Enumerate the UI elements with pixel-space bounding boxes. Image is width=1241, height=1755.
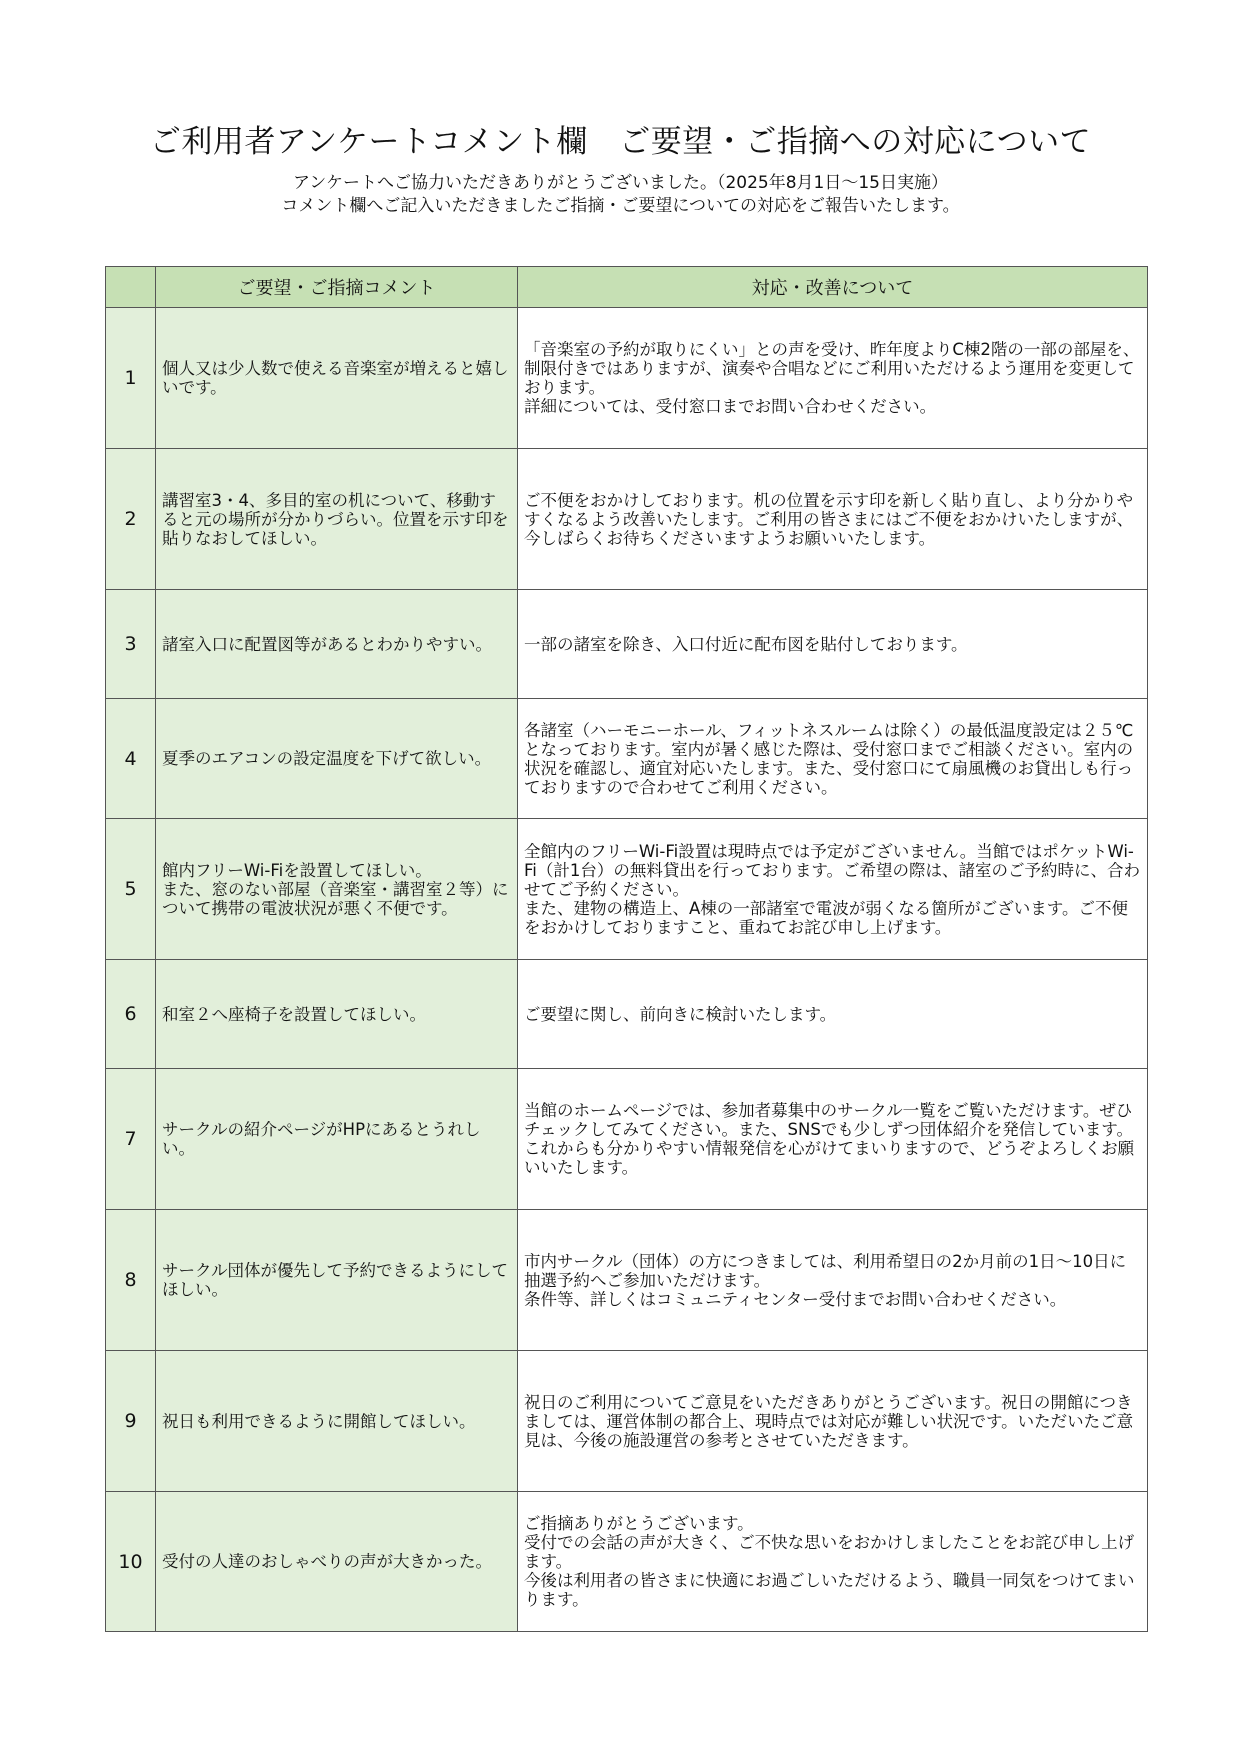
comment-cell: 受付の人達のおしゃべりの声が大きかった。	[156, 1492, 518, 1632]
comment-cell: サークル団体が優先して予約できるようにしてほしい。	[156, 1210, 518, 1351]
comment-cell: 和室２へ座椅子を設置してほしい。	[156, 960, 518, 1069]
comment-cell: 個人又は少人数で使える音楽室が増えると嬉しいです。	[156, 308, 518, 449]
response-cell: 市内サークル（団体）の方につきましては、利用希望日の2か月前の1日～10日に抽選予約へご参加いただけます。 条件等、詳しくはコミュニティセンター受付までお問い合わせください。	[518, 1210, 1148, 1351]
response-cell: 祝日のご利用についてご意見をいただきありがとうございます。祝日の開館につきましては、運営体制の都合上、現時点では対応が難しい状況です。いただいたご意見は、今後の施設運営の参考とさせていただきます。	[518, 1351, 1148, 1492]
response-cell: ご不便をおかけしております。机の位置を示す印を新しく貼り直し、より分かりやすくなるよう改善いたします。ご利用の皆さまにはご不便をおかけいたしますが、今しばらくお待ちくださいますようお願いいたします。	[518, 449, 1148, 590]
row-number: 9	[106, 1351, 156, 1492]
row-number: 2	[106, 449, 156, 590]
response-cell: ご要望に関し、前向きに検討いたします。	[518, 960, 1148, 1069]
feedback-table	[105, 266, 1148, 1632]
comment-cell: 講習室3・4、多目的室の机について、移動すると元の場所が分かりづらい。位置を示す印を貼りなおしてほしい。	[156, 449, 518, 590]
header-no	[106, 267, 156, 308]
comment-cell: 館内フリーWi-Fiを設置してほしい。 また、窓のない部屋（音楽室・講習室２等）について携帯の電波状況が悪く不便です。	[156, 819, 518, 960]
table-header-row	[106, 267, 1148, 308]
row-number: 3	[106, 590, 156, 699]
response-cell: ご指摘ありがとうございます。 受付での会話の声が大きく、ご不快な思いをおかけしましたことをお詫び申し上げます。 今後は利用者の皆さまに快適にお過ごしいただけるよう、職員一同気をつけてまいります。	[518, 1492, 1148, 1632]
page-title: ご利用者アンケートコメント欄 ご要望・ご指摘への対応について	[149, 124, 1092, 160]
row-number: 5	[106, 819, 156, 960]
comment-cell: 諸室入口に配置図等があるとわかりやすい。	[156, 590, 518, 699]
table-row	[106, 1210, 1148, 1351]
response-cell: 全館内のフリーWi-Fi設置は現時点では予定がございません。当館ではポケットWi-Fi（計1台）の無料貸出を行っております。ご希望の際は、諸室のご予約時に、合わせてご予約ください。 また、建物の構造上、A棟の一部諸室で電波が弱くなる箇所がございます。ご不便をおかけしておりますこと、重ねてお詫び申し上げます。	[518, 819, 1148, 960]
row-number: 4	[106, 699, 156, 819]
table-row	[106, 449, 1148, 590]
table-row	[106, 1492, 1148, 1632]
table-row	[106, 960, 1148, 1069]
response-cell: 各諸室（ハーモニーホール、フィットネスルームは除く）の最低温度設定は２５℃となっております。室内が暑く感じた際は、受付窓口までご相談ください。室内の状況を確認し、適宜対応いたします。また、受付窓口にて扇風機のお貸出しも行っておりますので合わせてご利用ください。	[518, 699, 1148, 819]
table-row	[106, 819, 1148, 960]
row-number: 6	[106, 960, 156, 1069]
row-number: 8	[106, 1210, 156, 1351]
comment-cell: 祝日も利用できるように開館してほしい。	[156, 1351, 518, 1492]
response-cell: 「音楽室の予約が取りにくい」との声を受け、昨年度よりC棟2階の一部の部屋を、制限付きではありますが、演奏や合唱などにご利用いただけるよう運用を変更しております。 詳細については、受付窓口までお問い合わせください。	[518, 308, 1148, 449]
table-row	[106, 590, 1148, 699]
comment-cell: サークルの紹介ページがHPにあるとうれしい。	[156, 1069, 518, 1210]
table-row	[106, 1069, 1148, 1210]
intro-line-1: アンケートへご協力いただきありがとうございました。（2025年8月1日～15日実施）	[292, 173, 948, 193]
table-row	[106, 699, 1148, 819]
response-cell: 一部の諸室を除き、入口付近に配布図を貼付しております。	[518, 590, 1148, 699]
row-number: 10	[106, 1492, 156, 1632]
header-response: 対応・改善について	[518, 267, 1148, 308]
row-number: 7	[106, 1069, 156, 1210]
intro-line-2: コメント欄へご記入いただきましたご指摘・ご要望についての対応をご報告いたします。	[281, 196, 960, 216]
table-row	[106, 1351, 1148, 1492]
header-comment: ご要望・ご指摘コメント	[156, 267, 518, 308]
comment-cell: 夏季のエアコンの設定温度を下げて欲しい。	[156, 699, 518, 819]
intro-text	[0, 172, 1241, 218]
response-cell: 当館のホームページでは、参加者募集中のサークル一覧をご覧いただけます。ぜひチェックしてみてください。また、SNSでも少しずつ団体紹介を発信しています。 これからも分かりやすい情報発信を心がけてまいりますので、どうぞよろしくお願いいたします。	[518, 1069, 1148, 1210]
table-row	[106, 308, 1148, 449]
row-number: 1	[106, 308, 156, 449]
